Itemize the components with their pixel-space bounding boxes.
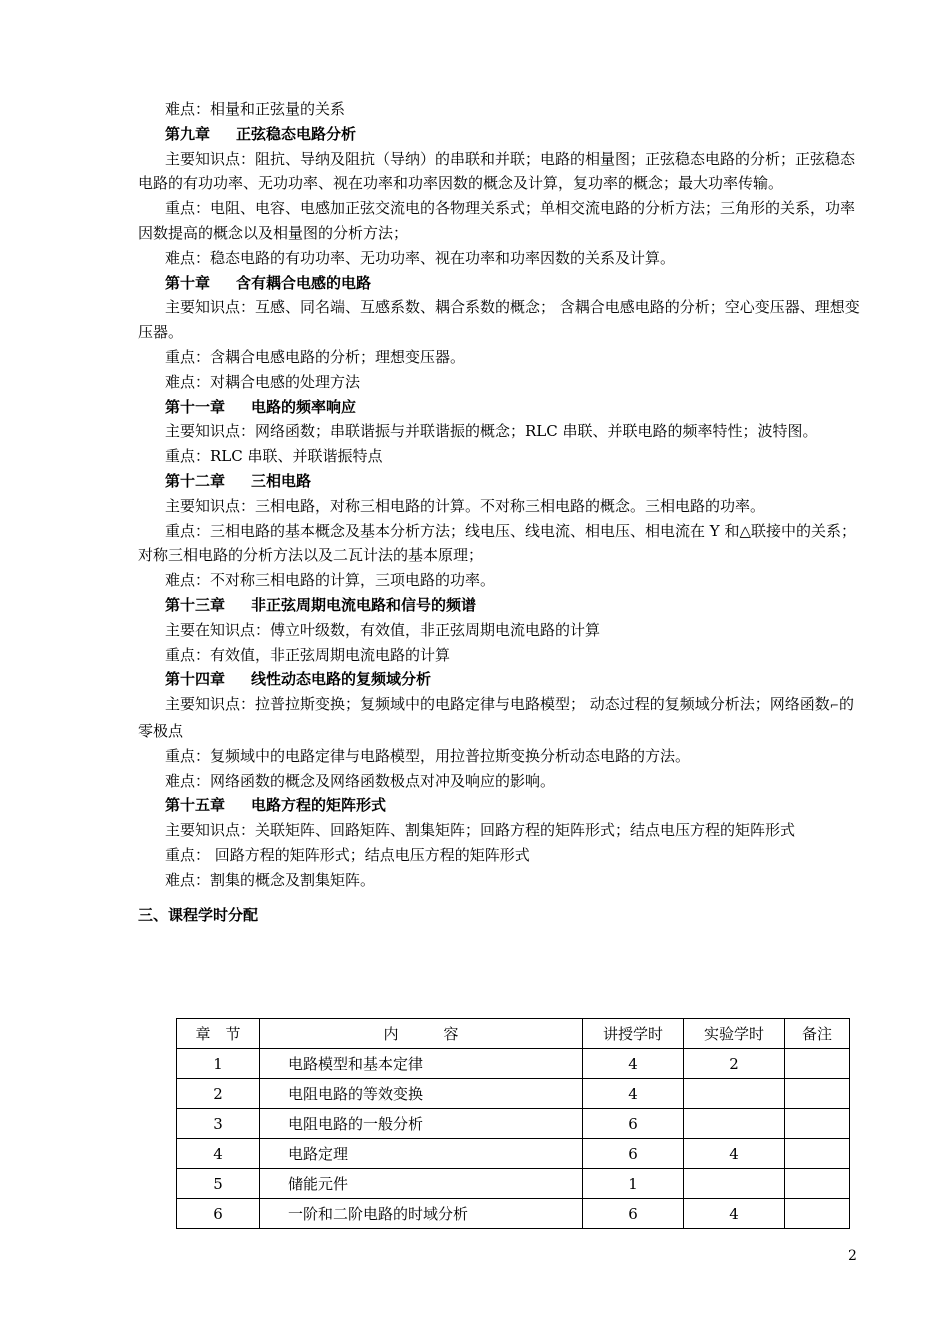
chapter-title: 非正弦周期电流电路和信号的频谱 bbox=[251, 595, 477, 614]
table-cell: 6 bbox=[583, 1199, 684, 1229]
chapter-title: 含有耦合电感的电路 bbox=[236, 273, 372, 292]
table-cell bbox=[684, 1109, 785, 1139]
chapter-number: 第十二章 bbox=[165, 471, 226, 490]
table-header-cell: 章 节 bbox=[177, 1019, 260, 1049]
table-cell bbox=[785, 1199, 850, 1229]
text-line: 难点：相量和正弦量的关系 bbox=[165, 100, 346, 118]
paragraph bbox=[138, 692, 860, 744]
table-row bbox=[177, 1079, 850, 1109]
table-cell: 6 bbox=[177, 1199, 260, 1229]
table-header-cell: 实验学时 bbox=[684, 1019, 785, 1049]
paragraph: 重点：有效值，非正弦周期电流电路的计算 bbox=[165, 645, 451, 664]
table-cell: 2 bbox=[177, 1079, 260, 1109]
table-cell: 电阻电路的一般分析 bbox=[260, 1109, 583, 1139]
section-heading: 三、课程学时分配 bbox=[138, 905, 259, 924]
hours-table bbox=[176, 1018, 850, 1229]
paragraph: 主要知识点：阻抗、导纳及阻抗（导纳）的串联和并联；电路的相量图；正弦稳态电路的分析；正弦稳态电路的有功功率、无功功率、视在功率和功率因数的概念及计算，复功率的概念；最大功率传输。 bbox=[138, 149, 856, 193]
table-header-cell: 内 容 bbox=[260, 1019, 583, 1049]
chapter-heading bbox=[138, 395, 860, 420]
table-cell: 6 bbox=[583, 1109, 684, 1139]
table-cell: 5 bbox=[177, 1169, 260, 1199]
table-cell bbox=[684, 1079, 785, 1109]
table-header-cell: 讲授学时 bbox=[583, 1019, 684, 1049]
chapter-number: 第十一章 bbox=[165, 397, 226, 416]
paragraph: 难点：不对称三相电路的计算，三项电路的功率。 bbox=[165, 571, 496, 590]
paragraph: 主要知识点：互感、同名端、互感系数、耦合系数的概念； 含耦合电感电路的分析；空心变压器、理想变压器。 bbox=[138, 298, 860, 342]
table-row bbox=[177, 1169, 850, 1199]
paragraph: 主要知识点：关联矩阵、回路矩阵、割集矩阵；回路方程的矩阵形式；结点电压方程的矩阵形式 bbox=[165, 821, 796, 840]
chapter-number: 第九章 bbox=[165, 124, 211, 143]
table-cell: 4 bbox=[583, 1049, 684, 1079]
paragraph: 重点： 回路方程的矩阵形式；结点电压方程的矩阵形式 bbox=[165, 845, 530, 864]
table-cell bbox=[785, 1139, 850, 1169]
paragraph: 难点：稳态电路的有功功率、无功功率、视在功率和功率因数的关系及计算。 bbox=[165, 248, 676, 267]
paragraph: 主要在知识点：傅立叶级数，有效值，非正弦周期电流电路的计算 bbox=[165, 620, 601, 639]
table-row bbox=[177, 1139, 850, 1169]
paragraph: 难点：割集的概念及割集矩阵。 bbox=[165, 870, 376, 889]
chapter-number: 第十四章 bbox=[165, 670, 226, 689]
document-body bbox=[138, 97, 860, 927]
chapter-title: 电路方程的矩阵形式 bbox=[251, 796, 387, 815]
chapter-title: 电路的频率响应 bbox=[251, 397, 357, 416]
table-cell bbox=[785, 1109, 850, 1139]
table-row bbox=[177, 1199, 850, 1229]
table-cell: 电路模型和基本定律 bbox=[260, 1049, 583, 1079]
table-cell: 4 bbox=[684, 1199, 785, 1229]
paragraph: 主要知识点：三相电路，对称三相电路的计算。不对称三相电路的概念。三相电路的功率。 bbox=[165, 496, 766, 515]
paragraph-text: 主要知识点：拉普拉斯变换；复频域中的电路定律与电路模型； 动态过程的复频域分析法；网络函数 bbox=[165, 695, 830, 714]
page-number: 2 bbox=[848, 1248, 857, 1264]
table-cell: 储能元件 bbox=[260, 1169, 583, 1199]
table-header-row bbox=[177, 1019, 850, 1049]
table-cell: 4 bbox=[177, 1139, 260, 1169]
table-cell bbox=[785, 1049, 850, 1079]
chapter-heading bbox=[138, 271, 860, 296]
table-cell bbox=[684, 1169, 785, 1199]
table-cell: 电路定理 bbox=[260, 1139, 583, 1169]
paragraph: 主要知识点：网络函数；串联谐振与并联谐振的概念；RLC 串联、并联电路的频率特性；波特图。 bbox=[165, 422, 818, 441]
chapter-number: 第十五章 bbox=[165, 796, 226, 815]
paragraph: 难点：对耦合电感的处理方法 bbox=[165, 372, 361, 391]
table-cell bbox=[785, 1079, 850, 1109]
paragraph: 重点：三相电路的基本概念及基本分析方法；线电压、线电流、相电压、相电流在 Y 和△联接中的关系；对称三相电路的分析方法以及二瓦计法的基本原理； bbox=[138, 521, 856, 565]
table-cell bbox=[785, 1169, 850, 1199]
chapter-heading bbox=[138, 469, 860, 494]
chapter-heading bbox=[138, 593, 860, 618]
paragraph: 重点：电阻、电容、电感加正弦交流电的各物理关系式；单相交流电路的分析方法；三角形的关系，功率因数提高的概念以及相量图的分析方法； bbox=[138, 199, 856, 242]
paragraph: 难点：网络函数的概念及网络函数极点对冲及响应的影响。 bbox=[165, 771, 556, 790]
chapter-number: 第十章 bbox=[165, 273, 211, 292]
table-cell: 4 bbox=[684, 1139, 785, 1169]
chapter-heading bbox=[138, 667, 860, 692]
chapter-title: 正弦稳态电路分析 bbox=[236, 124, 357, 143]
chapter-title: 三相电路 bbox=[251, 471, 312, 490]
table-cell: 一阶和二阶电路的时域分析 bbox=[260, 1199, 583, 1229]
chapter-number: 第十三章 bbox=[165, 595, 226, 614]
paragraph-text: 的零极点 bbox=[138, 695, 855, 740]
table-cell: 3 bbox=[177, 1109, 260, 1139]
chapter-heading bbox=[138, 793, 860, 818]
paragraph-mark-icon: ⌐ bbox=[829, 699, 839, 713]
table-cell: 6 bbox=[583, 1139, 684, 1169]
table-cell: 1 bbox=[177, 1049, 260, 1079]
table-cell: 1 bbox=[583, 1169, 684, 1199]
chapter-title: 线性动态电路的复频域分析 bbox=[251, 670, 432, 689]
table-header-cell: 备注 bbox=[785, 1019, 850, 1049]
paragraph: 重点：复频域中的电路定律与电路模型，用拉普拉斯变换分析动态电路的方法。 bbox=[165, 746, 691, 765]
table-cell: 4 bbox=[583, 1079, 684, 1109]
table-cell: 2 bbox=[684, 1049, 785, 1079]
table-row bbox=[177, 1109, 850, 1139]
paragraph: 重点：含耦合电感电路的分析；理想变压器。 bbox=[165, 347, 466, 366]
chapter-heading bbox=[138, 122, 860, 147]
table-row bbox=[177, 1049, 850, 1079]
paragraph: 重点：RLC 串联、并联谐振特点 bbox=[165, 447, 383, 466]
table-cell: 电阻电路的等效变换 bbox=[260, 1079, 583, 1109]
